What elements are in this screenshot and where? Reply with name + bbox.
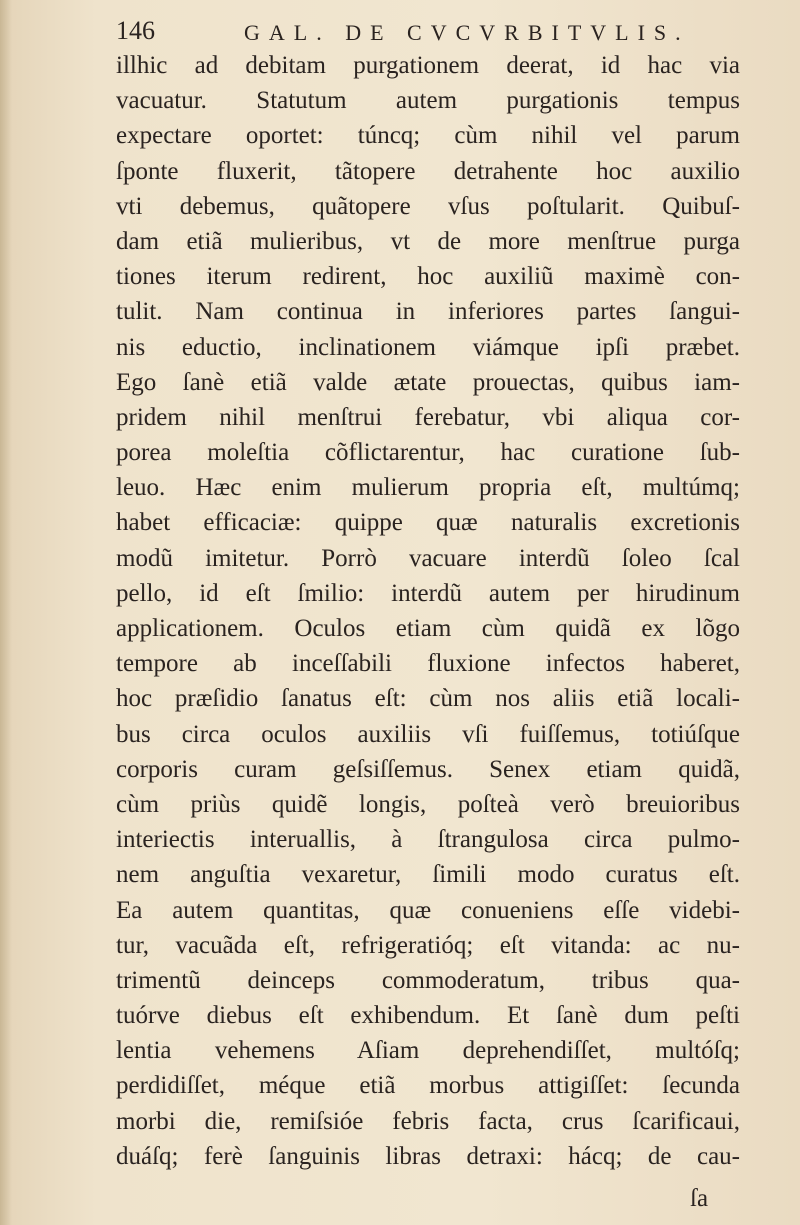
text-line: perdidiſſet, méque etiã morbus attigiſſet: ſecunda (116, 1072, 740, 1100)
text-line: bus circa oculos auxiliis vſi fuiſſemus, totiúſque (116, 720, 740, 748)
text-line: modũ imitetur. Porrò vacuare interdũ ſoleo ſcal (116, 544, 740, 572)
text-line: expectare oportet: túncq; cùm nihil vel parum (116, 122, 740, 150)
text-line: pello, id eſt ſmilio: interdũ autem per hirudinum (116, 579, 740, 607)
page-gutter-shadow (0, 0, 12, 1225)
text-line: morbi die, remiſsióe febris facta, crus ſcarificaui, (116, 1107, 740, 1135)
text-line: lentia vehemens Aſiam deprehendiſſet, multóſq; (116, 1037, 740, 1065)
text-line: trimentũ deinceps commoderatum, tribus qua- (116, 966, 740, 994)
text-line: ſponte fluxerit, tãtopere detrahente hoc auxilio (116, 157, 740, 185)
text-line: tur, vacuãda eſt, refrigeratióq; eſt vitanda: ac nu- (116, 931, 740, 959)
text-line: pridem nihil menſtrui ferebatur, vbi aliqua cor- (116, 403, 740, 431)
text-line: porea moleſtia cõflictarentur, hac curatione ſub- (116, 439, 740, 467)
running-title: GAL. DE CVCVRBITVLIS. (244, 20, 690, 45)
text-line: duáſq; ferè ſanguinis libras detraxi: hácq; de cau- (116, 1142, 740, 1170)
text-line: vti debemus, quãtopere vſus poſtularit. Quibuſ- (116, 192, 740, 220)
text-line: hoc præſidio ſanatus eſt: cùm nos aliis etiã locali- (116, 685, 740, 713)
body-text (116, 48, 740, 1174)
text-line: interiectis interuallis, à ſtrangulosa circa pulmo- (116, 826, 740, 854)
page-header (116, 14, 736, 48)
text-line: nem anguſtia vexaretur, ſimili modo curatus eſt. (116, 861, 740, 889)
text-line: tempore ab inceſſabili fluxione infectos haberet, (116, 650, 740, 678)
text-line: tiones iterum redirent, hoc auxiliũ maximè con- (116, 263, 740, 291)
text-line: tulit. Nam continua in inferiores partes ſangui- (116, 298, 740, 326)
text-line: tuórve diebus eſt exhibendum. Et ſanè dum peſti (116, 1002, 740, 1030)
text-line: leuo. Hæc enim mulierum propria eſt, multúmq; (116, 474, 740, 502)
page-number: 146 (116, 16, 155, 45)
text-line: nis eductio, inclinationem viámque ipſi præbet. (116, 333, 740, 361)
text-line: habet efficaciæ: quippe quæ naturalis excretionis (116, 509, 740, 537)
text-line: illhic ad debitam purgationem deerat, id hac via (116, 52, 740, 79)
text-line: vacuatur. Statutum autem purgationis tempus (116, 87, 740, 115)
text-line: corporis curam geſsiſſemus. Senex etiam quidã, (116, 755, 740, 783)
text-line: Ea autem quantitas, quæ conueniens eſſe videbi- (116, 896, 740, 924)
text-line: Ego ſanè etiã valde ætate prouectas, quibus iam- (116, 368, 740, 396)
catchword: ſa (690, 1185, 709, 1212)
text-line: applicationem. Oculos etiam cùm quidã ex lõgo (116, 615, 740, 642)
text-line: dam etiã mulieribus, vt de more menſtrue purga (116, 227, 740, 255)
text-line: cùm priùs quidẽ longis, poſteà verò breuioribus (116, 790, 740, 818)
